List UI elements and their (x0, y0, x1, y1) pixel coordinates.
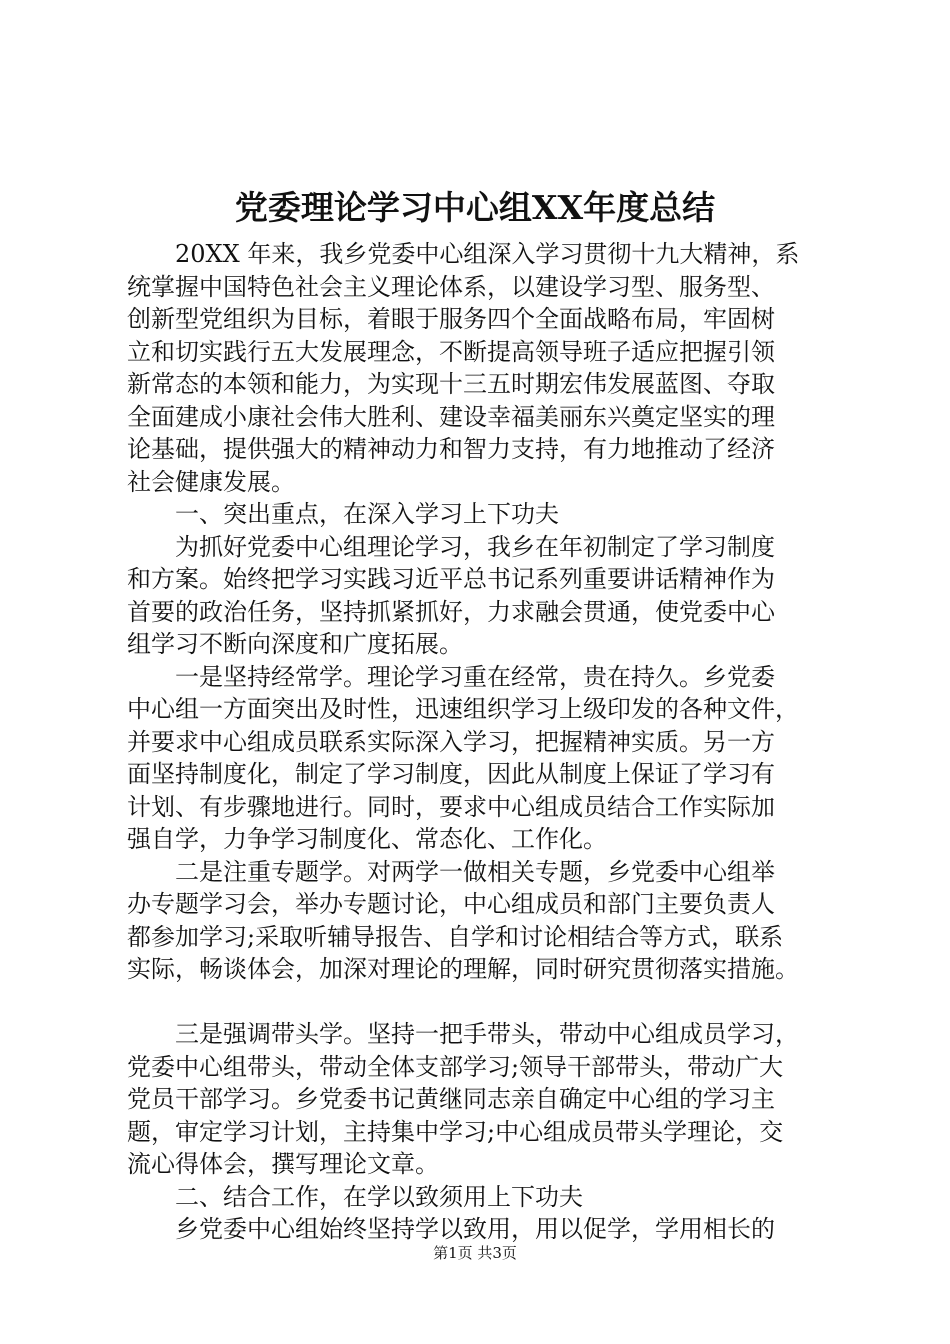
body-line: 党委中心组带头，带动全体支部学习;领导干部带头，带动广大 (127, 1052, 784, 1081)
body-line: 流心得体会，撰写理论文章。 (127, 1150, 439, 1178)
page-footer: 第1页 共3页 (433, 1244, 517, 1262)
body-line: 社会健康发展。 (127, 467, 295, 496)
body-line: 乡党委中心组始终坚持学以致用，用以促学，学用相长的 (127, 1215, 775, 1243)
body-line: 实际，畅谈体会，加深对理论的理解，同时研究贯彻落实措施。 (127, 955, 799, 983)
document-title: 党委理论学习中心组XX年度总结 (234, 188, 716, 227)
body-line: 首要的政治任务，坚持抓紧抓好，力求融会贯通，使党委中心 (127, 597, 775, 626)
body-line: 全面建成小康社会伟大胜利、建设幸福美丽东兴奠定坚实的理 (127, 402, 775, 431)
document-body (127, 238, 847, 1246)
body-line: 办专题学习会，举办专题讨论，中心组成员和部门主要负责人 (127, 890, 775, 918)
body-line: 和方案。始终把学习实践习近平总书记系列重要讲话精神作为 (127, 565, 775, 593)
body-line: 强自学，力争学习制度化、常态化、工作化。 (127, 825, 607, 853)
body-line: 三是强调带头学。坚持一把手带头，带动中心组成员学习， (127, 1020, 799, 1048)
body-line: 新常态的本领和能力，为实现十三五时期宏伟发展蓝图、夺取 (127, 370, 775, 398)
body-line: 20XX 年来，我乡党委中心组深入学习贯彻十九大精神，系 (127, 240, 800, 268)
body-line: 论基础，提供强大的精神动力和智力支持，有力地推动了经济 (127, 435, 775, 463)
body-line: 组学习不断向深度和广度拓展。 (127, 630, 463, 658)
body-line: 中心组一方面突出及时性，迅速组织学习上级印发的各种文件， (127, 695, 799, 723)
body-line: 为抓好党委中心组理论学习，我乡在年初制定了学习制度 (127, 532, 775, 561)
body-line: 题，审定学习计划，主持集中学习;中心组成员带头学理论，交 (127, 1117, 784, 1146)
body-line: 创新型党组织为目标，着眼于服务四个全面战略布局，牢固树 (127, 305, 775, 333)
body-line: 面坚持制度化，制定了学习制度，因此从制度上保证了学习有 (127, 760, 775, 788)
body-line: 二是注重专题学。对两学一做相关专题，乡党委中心组举 (127, 857, 775, 886)
section-heading: 一、突出重点，在深入学习上下功夫 (127, 500, 559, 528)
body-line: 一是坚持经常学。理论学习重在经常，贵在持久。乡党委 (127, 662, 775, 691)
body-line: 党员干部学习。乡党委书记黄继同志亲自确定中心组的学习主 (127, 1085, 775, 1113)
section-heading: 二、结合工作，在学以致须用上下功夫 (127, 1182, 583, 1211)
body-line: 都参加学习;采取听辅导报告、自学和讨论相结合等方式，联系 (127, 922, 784, 951)
body-line: 统掌握中国特色社会主义理论体系，以建设学习型、服务型、 (127, 272, 775, 301)
body-line: 立和切实践行五大发展理念，不断提高领导班子适应把握引领 (127, 337, 775, 366)
body-line: 并要求中心组成员联系实际深入学习，把握精神实质。另一方 (127, 727, 775, 756)
body-line: 计划、有步骤地进行。同时，要求中心组成员结合工作实际加 (127, 792, 775, 821)
blank-line (127, 986, 847, 1019)
